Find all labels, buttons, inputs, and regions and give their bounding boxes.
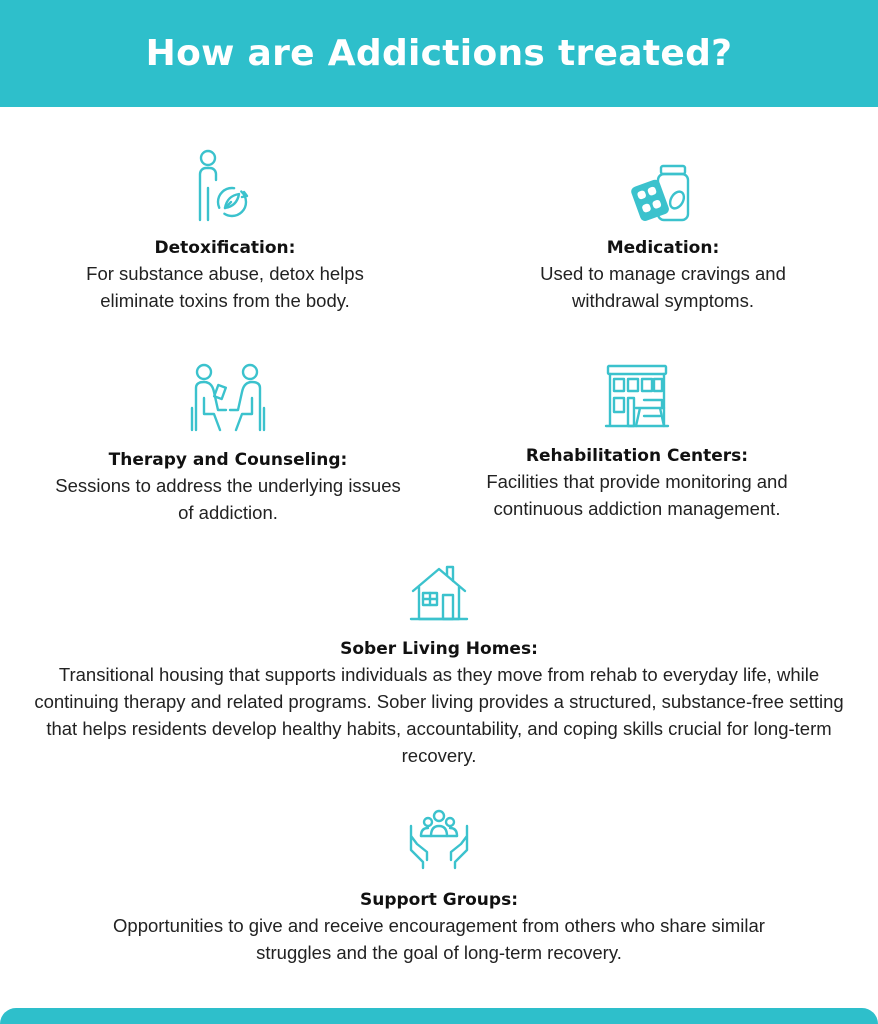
item-description: For substance abuse, detox helps eliminate toxins from the body. bbox=[86, 263, 364, 311]
item-description: Sessions to address the underlying issues of addiction. bbox=[55, 475, 401, 523]
item-description: Used to manage cravings and withdrawal symptoms. bbox=[540, 263, 786, 311]
item-title: Sober Living Homes: bbox=[340, 639, 538, 659]
page-title: How are Addictions treated? bbox=[145, 33, 733, 74]
treatment-medication bbox=[478, 162, 848, 314]
house-icon bbox=[409, 563, 469, 623]
item-title: Therapy and Counseling: bbox=[108, 450, 348, 470]
item-description: Transitional housing that supports individuals as they move from rehab to everyday life, while continuing therapy and related programs. Sober living provides a structured, substance-free setting that helps residents develop healthy habits, accountability, and coping skills crucial for long-term recovery. bbox=[34, 664, 844, 766]
treatment-support-groups bbox=[50, 808, 828, 966]
item-title: Medication: bbox=[606, 238, 720, 258]
treatment-rehabilitation-centers bbox=[452, 362, 822, 522]
treatment-detoxification bbox=[40, 148, 410, 314]
hands-group-icon bbox=[407, 808, 471, 870]
building-icon bbox=[604, 362, 670, 430]
treatment-sober-living-homes bbox=[20, 563, 858, 769]
header-banner bbox=[0, 0, 878, 107]
item-title: Support Groups: bbox=[360, 890, 518, 910]
pill-bottle-icon bbox=[631, 162, 695, 224]
treatment-therapy-counseling bbox=[43, 362, 413, 526]
person-detox-icon bbox=[194, 148, 256, 224]
footer-bar bbox=[0, 1008, 878, 1024]
therapy-session-icon bbox=[190, 362, 266, 434]
item-description: Opportunities to give and receive encouragement from others who share similar struggles and the goal of long-term recovery. bbox=[113, 915, 765, 963]
item-title: Detoxification: bbox=[154, 238, 296, 258]
item-description: Facilities that provide monitoring and continuous addiction management. bbox=[486, 471, 788, 519]
item-title: Rehabilitation Centers: bbox=[525, 446, 749, 466]
